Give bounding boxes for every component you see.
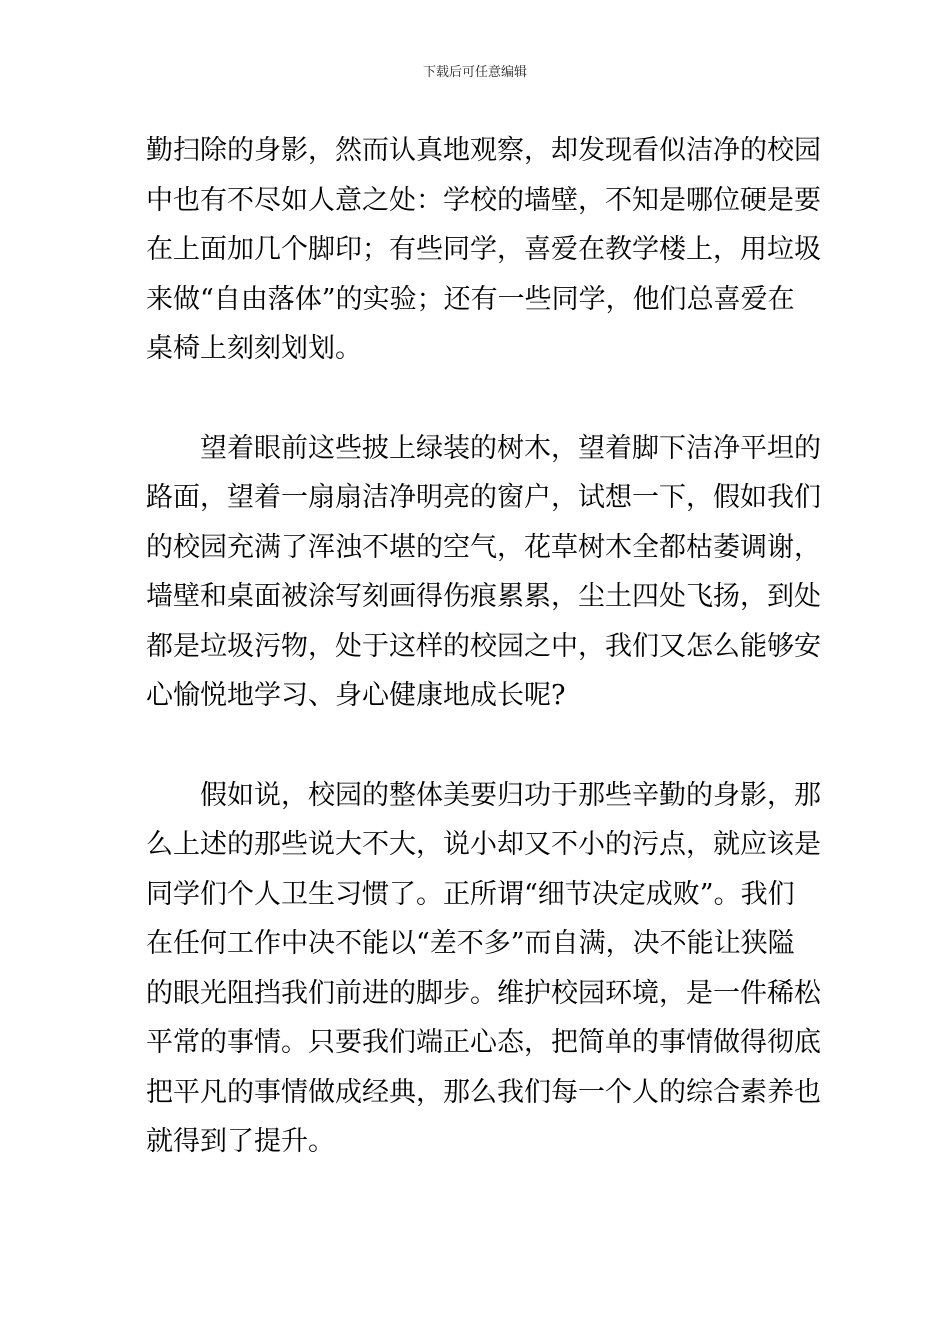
text-line: 中也有不尽如人意之处：学校的墙壁，不知是哪位硬是要: [146, 184, 821, 216]
paragraph-spacer: [146, 374, 810, 424]
paragraph-3: [146, 771, 821, 1167]
text-line: 假如说，校园的整体美要归功于那些辛勤的身影，那: [146, 779, 821, 811]
text-line: 望着眼前这些披上绿装的树木，望着脚下洁净平坦的: [146, 432, 821, 464]
text-line: 心愉悦地学习、身心健康地成长呢?: [146, 680, 566, 711]
text-line: 来做“自由落体”的实验；还有一些同学，他们总喜爱在: [146, 283, 795, 315]
document-body: [146, 126, 821, 1167]
text-line: 勤扫除的身影，然而认真地观察，却发现看似洁净的校园: [146, 135, 821, 166]
paragraph-spacer: [146, 721, 810, 771]
text-line: 都是垃圾污物，处于这样的校园之中，我们又怎么能够安: [146, 630, 821, 662]
paragraph-1: [146, 126, 821, 374]
text-line: 墙壁和桌面被涂写刻画得伤痕累累，尘土四处飞扬，到处: [146, 581, 821, 612]
text-line: 么上述的那些说大不大，说小却又不小的污点，就应该是: [146, 829, 821, 860]
paragraph-2: [146, 424, 821, 721]
text-line: 路面，望着一扇扇洁净明亮的窗户，试想一下，假如我们: [146, 482, 821, 513]
page-header: 下载后可任意编辑: [422, 65, 527, 80]
text-line: 把平凡的事情做成经典，那么我们每一个人的综合素养也: [146, 1076, 821, 1108]
text-line: 平常的事情。只要我们端正心态，把简单的事情做得彻底: [146, 1027, 821, 1058]
text-line: 同学们个人卫生习惯了。正所谓“细节决定成败”。我们: [146, 878, 795, 910]
text-line: 的校园充满了浑浊不堪的空气，花草树木全都枯萎调谢，: [146, 531, 821, 563]
text-line: 桌椅上刻刻划划。: [146, 333, 362, 364]
text-line: 的眼光阻挡我们前进的脚步。维护校园环境，是一件稀松: [146, 977, 821, 1009]
text-line: 在任何工作中决不能以“差不多”而自满，决不能让狭隘: [146, 928, 795, 959]
text-line: 在上面加几个脚印；有些同学，喜爱在教学楼上，用垃圾: [146, 234, 821, 265]
text-line: 就得到了提升。: [146, 1126, 335, 1157]
